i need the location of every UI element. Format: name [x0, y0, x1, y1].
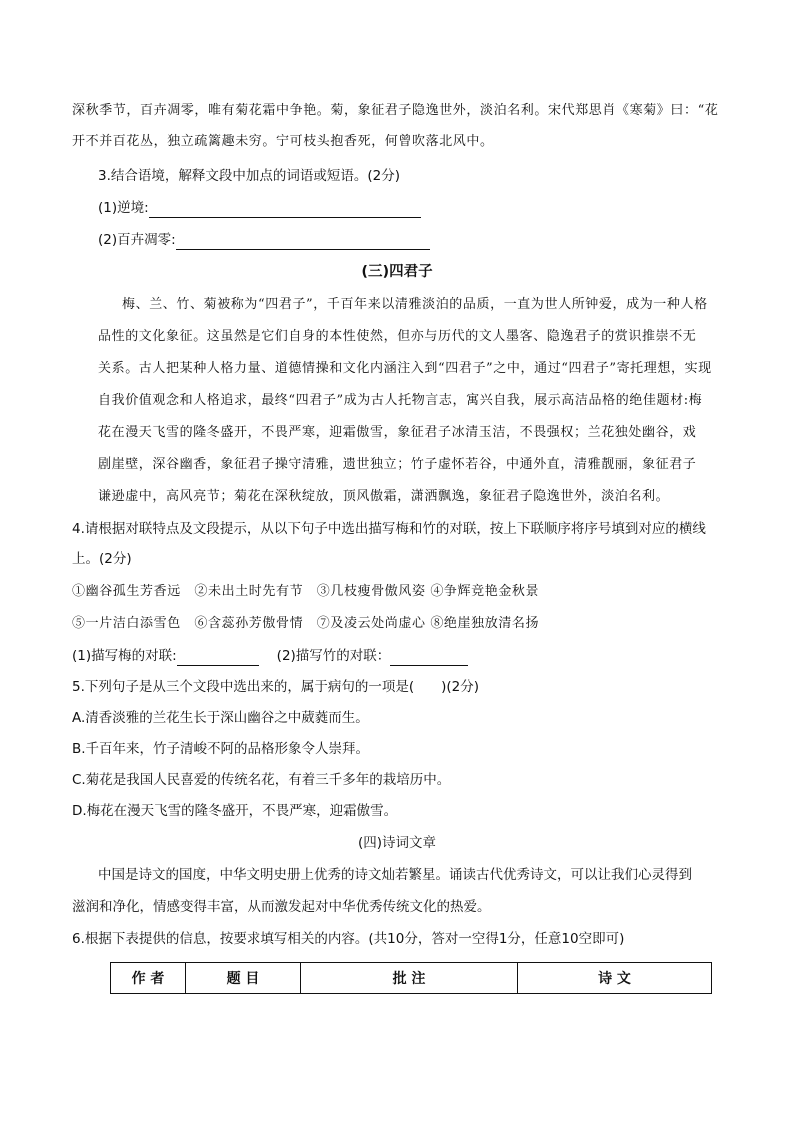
section-3-line-7: 谦逊虚中，高风亮节；菊花在深秋绽放，顶风傲霜，潇洒飘逸，象征君子隐逸世外，淡泊名利。: [98, 489, 670, 504]
answer-blank-nijing[interactable]: [149, 202, 421, 218]
question-4-answers: [72, 646, 468, 666]
table-header-row: [111, 963, 712, 994]
question-3-item-2-label: (2)百卉凋零:: [98, 232, 176, 248]
question-4-item-1-label: (1)描写梅的对联:: [72, 648, 177, 664]
answer-blank-baihui[interactable]: [176, 234, 430, 250]
question-5-option-d[interactable]: D.梅花在漫天飞雪的隆冬盛开，不畏严寒，迎霜傲雪。: [72, 803, 398, 819]
header-author: 作 者: [111, 963, 186, 994]
section-3-title: (三)四君子: [361, 264, 433, 280]
poetry-table: [110, 962, 712, 994]
question-5-option-a[interactable]: A.清香淡雅的兰花生长于深山幽谷之中葳蕤而生。: [72, 710, 369, 726]
question-4-options-row-2: ⑤一片洁白添雪色 ⑥含蕊孙芳傲骨情 ⑦及凌云处尚虚心 ⑧绝崖独放清名扬: [72, 616, 540, 631]
question-5-option-b[interactable]: B.千百年来，竹子清峻不阿的品格形象令人崇拜。: [72, 741, 370, 757]
question-3-item-2: [98, 230, 430, 250]
section-4-line-2: 滋润和净化，情感变得丰富，从而激发起对中华优秀传统文化的热爱。: [72, 899, 491, 915]
header-annotation: 批 注: [301, 963, 518, 994]
header-poem-text: 诗 文: [518, 963, 712, 994]
question-5-option-c[interactable]: C.菊花是我国人民喜爱的传统名花，有着三千多年的栽培历中。: [72, 772, 451, 788]
question-4-prompt-line-2: 上。(2分): [72, 551, 132, 567]
question-4-options-row-1: ①幽谷孤生芳香远 ②未出土时先有节 ③几枝瘦骨傲风姿 ④争辉竞艳金秋景: [72, 584, 540, 599]
intro-paragraph-line-2: 开不并百花丛，独立疏篱趣未穷。宁可枝头抱香死，何曾吹落北风中。: [72, 134, 494, 149]
section-3-line-3: 关系。古人把某种人格力量、道德情操和文化内涵注入到“四君子”之中，通过“四君子”寄托理想，实现: [98, 361, 712, 376]
section-3-line-2: 品性的文化象征。这虽然是它们自身的本性使然，但亦与历代的文人墨客、隐逸君子的赏识推崇不无: [98, 329, 697, 344]
answer-blank-plum[interactable]: [177, 650, 259, 666]
question-4-prompt-line-1: 4.请根据对联特点及文段提示，从以下句子中选出描写梅和竹的对联，按上下联顺序将序号填到对应的横线: [72, 521, 706, 537]
question-6-prompt: 6.根据下表提供的信息，按要求填写相关的内容。(共10分，答对一空得1分，任意10空即可): [72, 931, 625, 947]
section-3-line-4: 自我价值观念和人格追求，最终“四君子”成为古人托物言志，寓兴自我，展示高洁品格的绝佳题材:梅: [98, 393, 703, 408]
section-3-line-5: 花在漫天飞雪的隆冬盛开，不畏严寒，迎霜傲雪，象征君子冰清玉洁，不畏强权；兰花独处幽谷，戏: [98, 425, 697, 440]
question-4-item-2-label: (2)描写竹的对联：: [276, 648, 391, 664]
question-5-prompt: 5.下列句子是从三个文段中选出来的，属于病句的一项是( )(2分): [72, 679, 480, 695]
section-4-line-1: 中国是诗文的国度，中华文明史册上优秀的诗文灿若繁星。诵读古代优秀诗文，可以让我们心灵得到: [98, 867, 692, 883]
section-4-title: (四)诗词文章: [357, 835, 437, 851]
section-3-line-1: 梅、兰、竹、菊被称为“四君子”，千百年来以清雅淡泊的品质，一直为世人所钟爱，成为一种人格: [122, 297, 708, 312]
answer-blank-bamboo[interactable]: [390, 650, 468, 666]
question-3-item-1-label: (1)逆境:: [98, 200, 149, 216]
header-title: 题 目: [186, 963, 301, 994]
question-3-prompt: 3.结合语境，解释文段中加点的词语或短语。(2分): [98, 168, 401, 184]
intro-paragraph-line-1: 深秋季节，百卉凋零，唯有菊花霜中争艳。菊，象征君子隐逸世外，淡泊名利。宋代郑思肖《寒菊》曰：“花: [72, 103, 719, 118]
section-3-line-6: 剧崖壁，深谷幽香，象征君子操守清雅，遗世独立；竹子虚怀若谷，中通外直，清雅靓丽，象征君子: [98, 457, 697, 472]
question-3-item-1: [98, 198, 421, 218]
